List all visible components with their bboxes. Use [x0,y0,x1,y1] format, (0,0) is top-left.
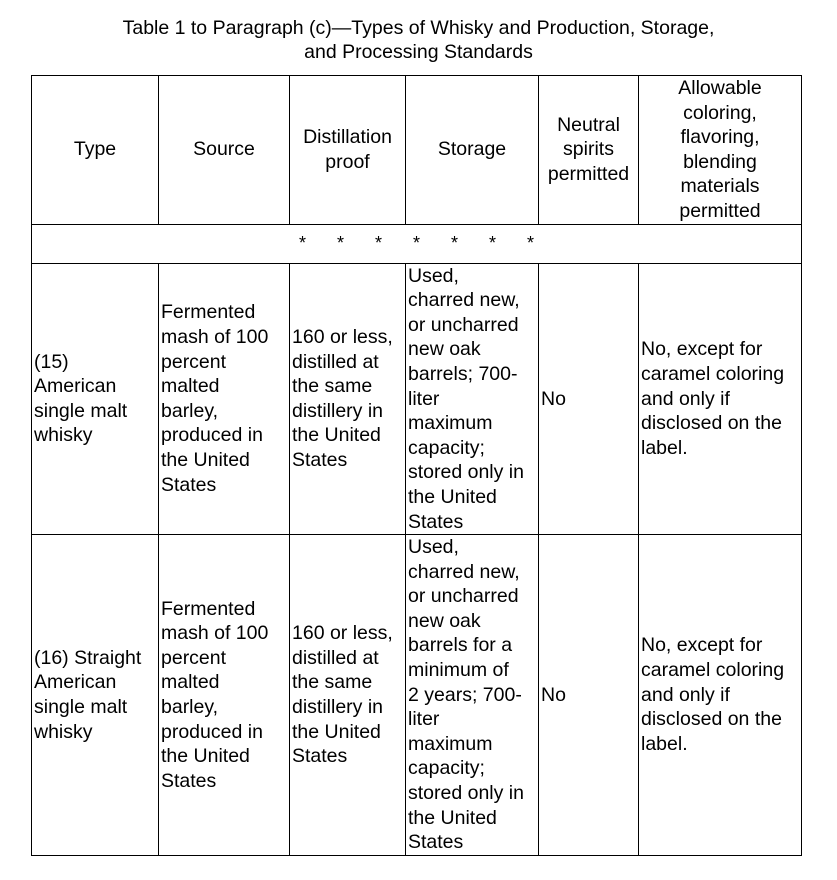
table-title-line-1: Table 1 to Paragraph (c)—Types of Whisky and Production, Storage, [122,17,715,39]
omission-star: * [298,233,306,254]
cell-type: (15) American single malt whisky [32,263,159,535]
omission-star: * [488,233,496,254]
table-row [32,263,802,535]
column-header-distillation-proof: Distillation proof [290,76,406,225]
cell-type: (16) Straight American single malt whisky [32,535,159,856]
cell-source: Fermented mash of 100 percent malted barley, produced in the United States [159,263,290,535]
omission-star: * [450,233,458,254]
column-header-type: Type [32,76,159,225]
omission-star: * [412,233,420,254]
table-header-row [32,76,802,225]
column-header-storage: Storage [406,76,539,225]
column-header-neutral-spirits: Neutral spirits permitted [539,76,639,225]
cell-storage: Used, charred new, or uncharred new oak barrels; 700- liter maximum capacity; stored only in the United States [406,263,539,535]
cell-allowable-materials: No, except for caramel coloring and only if disclosed on the label. [639,263,802,535]
cell-source: Fermented mash of 100 percent malted barley, produced in the United States [159,535,290,856]
cell-allowable-materials: No, except for caramel coloring and only if disclosed on the label. [639,535,802,856]
column-header-source: Source [159,76,290,225]
cell-storage: Used, charred new, or uncharred new oak barrels for a minimum of 2 years; 700- liter maximum capacity; stored only in the United States [406,535,539,856]
omission-star: * [336,233,344,254]
table-row [32,535,802,856]
whisky-standards-table [31,75,802,856]
omission-marker [32,224,802,263]
omission-star: * [374,233,382,254]
cell-distillation-proof: 160 or less, distilled at the same distillery in the United States [290,535,406,856]
table-title [0,16,837,64]
omission-row [32,224,802,263]
cell-neutral-spirits: No [539,263,639,535]
table-title-line-2: and Processing Standards [304,41,533,63]
column-header-allowable-materials: Allowable coloring, flavoring, blending materials permitted [639,76,802,225]
cell-distillation-proof: 160 or less, distilled at the same distillery in the United States [290,263,406,535]
omission-star: * [526,233,534,254]
cell-neutral-spirits: No [539,535,639,856]
